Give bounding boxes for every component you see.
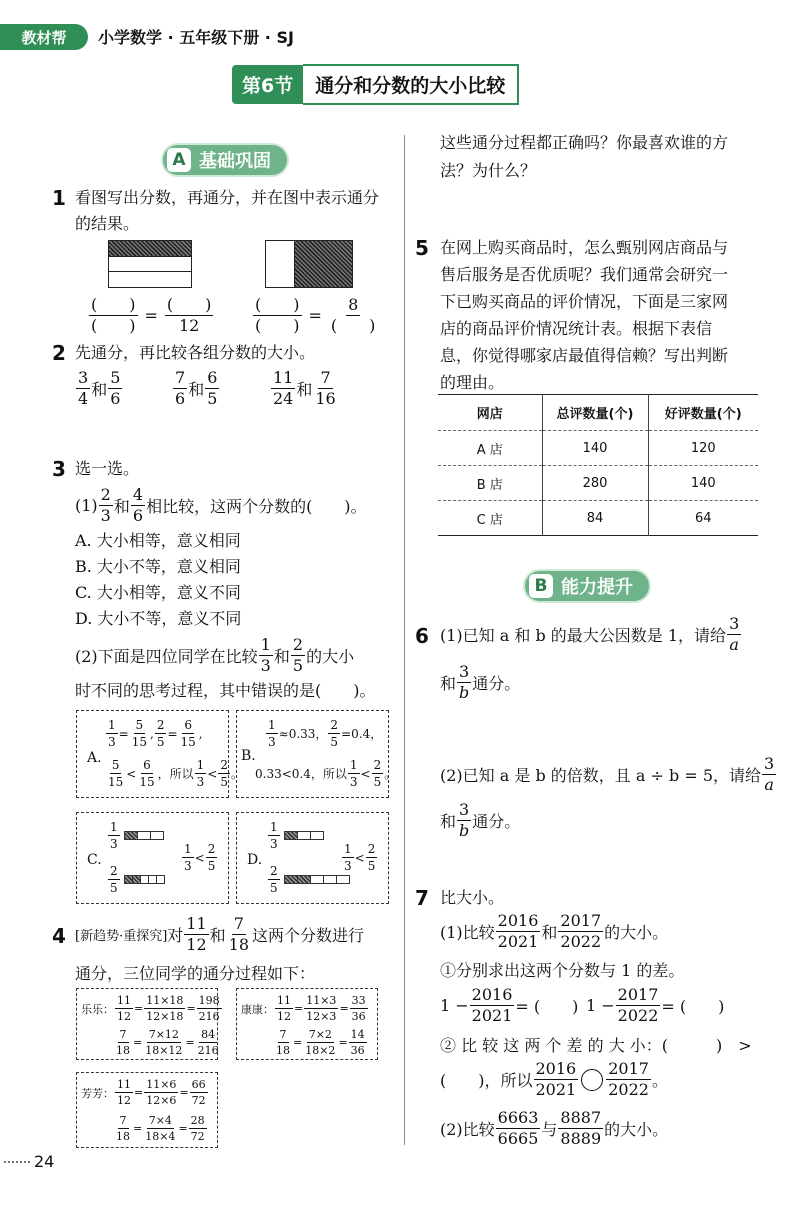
- q7-part1: (1)比较 $\frac{2016}{2021}$ 和 $\frac{2017}{2022}$ 的大小。: [440, 911, 669, 951]
- q3-option-b: B. 大小不等，意义相同: [75, 557, 241, 576]
- q3-box-c: C. $\frac{1}{3}$ $\frac{2}{5}$ $\frac{1}{3}$ < $\frac{2}{5}$: [76, 812, 229, 904]
- compare-circle[interactable]: [581, 1069, 603, 1091]
- q3-box-b: B. $\frac{1}{3}$ ≈0.33， $\frac{2}{5}$ =0.4， 0.33<0.4，所以 $\frac{1}{3}$ < $\frac{2}{5}$ 。: [236, 710, 389, 798]
- page-number: 24: [34, 1152, 55, 1171]
- part-b-banner: B 能力提升: [525, 571, 649, 601]
- footer-dots: [4, 1161, 30, 1163]
- q3-box-d: D. $\frac{1}{3}$ $\frac{2}{5}$ $\frac{1}{3}$ < $\frac{2}{5}$: [236, 812, 389, 904]
- q7-diff-1: 1 − $\frac{2016}{2021}$ = ( ): [440, 985, 579, 1025]
- q1-equation-2: $\frac{( )}{( )}$ = $\frac{8}{( )}$: [255, 295, 376, 335]
- q7-step1: ①分别求出这两个分数与 1 的差。: [440, 961, 685, 980]
- q5-line-4: 店的商品评价情况统计表。根据下表信: [440, 319, 713, 338]
- q2-text: 先通分，再比较各组分数的大小。: [75, 343, 316, 362]
- table-header: 好评数量(个): [648, 395, 758, 431]
- q4-box-lele: 乐乐： $\frac{11}{12}$ = $\frac{11\times 18}{12\times 18}$ = $\frac{198}{216}$ $\frac{7}{18}$ = $\frac{7\times 12}{18\times 12}$ = $\frac{84}{216}$: [76, 988, 218, 1060]
- section-label: 第6节: [232, 65, 303, 104]
- q5-line-2: 售后服务是否优质呢？我们通常会研究一: [440, 265, 729, 284]
- q5-line-5: 息，你觉得哪家店最值得信赖？写出判断: [440, 346, 729, 365]
- table-row: A 店 140 120: [438, 431, 758, 466]
- part-a-banner: A 基础巩固: [163, 145, 287, 175]
- q2-pair-3: $\frac{11}{24}$ 和 $\frac{7}{16}$: [273, 368, 336, 408]
- column-divider: [404, 135, 405, 1145]
- q7-diff-2: 1 − $\frac{2017}{2022}$ = ( ): [586, 985, 725, 1025]
- q7-title: 比大小。: [440, 888, 505, 907]
- q2-pair-1: $\frac{3}{4}$ 和 $\frac{5}{6}$: [78, 368, 121, 408]
- q3-box-a: A. $\frac{1}{3}$ = $\frac{5}{15}$ , $\frac{2}{5}$ = $\frac{6}{15}$ , $\frac{5}{15}$ < $\frac{6}{15}$ ，所以 $\frac{1}{3}$ < $\frac{2}{5}$ 。: [76, 710, 229, 798]
- q5-table: [438, 394, 758, 536]
- q7-part2: (2)比较 $\frac{6663}{6665}$ 与 $\frac{8887}{8889}$ 的大小。: [440, 1108, 669, 1148]
- table-header: 网店: [438, 395, 542, 431]
- q3-option-a: A. 大小相等，意义相同: [75, 531, 241, 550]
- q6-number: 6: [415, 624, 429, 648]
- q7-step2: ② 比 较 这 两 个 差 的 大 小：( ) >: [440, 1036, 752, 1055]
- table-header: 总评数量(个): [542, 395, 648, 431]
- q7-number: 7: [415, 886, 429, 910]
- header-title: 小学数学 · 五年级下册 · SJ: [98, 28, 294, 47]
- table-row: B 店 280 140: [438, 466, 758, 501]
- q1-text-2: 的结果。: [75, 214, 140, 233]
- q3-number: 3: [52, 457, 66, 481]
- q3-part2-line2: 时不同的思考过程，其中错误的是( )。: [75, 681, 376, 700]
- q6-part2: (2)已知 a 是 b 的倍数，且 a ÷ b = 5，请给 $\frac{3}{a}$: [440, 754, 775, 794]
- section-heading: 通分和分数的大小比较: [303, 64, 519, 105]
- q1-number: 1: [52, 186, 66, 210]
- q4-text-2: 通分，三位同学的通分过程如下：: [75, 964, 316, 983]
- q6-part1b: 和 $\frac{3}{b}$ 通分。: [440, 662, 521, 702]
- q5-line-6: 的理由。: [440, 373, 505, 392]
- q3-option-d: D. 大小不等，意义不同: [75, 609, 242, 628]
- q4-number: 4: [52, 924, 66, 948]
- q3-part2-line1: (2)下面是四位同学在比较 $\frac{1}{3}$ 和 $\frac{2}{5}$ 的大小: [75, 635, 355, 675]
- q4-continue-1: 这些通分过程都正确吗？你最喜欢谁的方: [440, 133, 729, 152]
- q3-part1: (1) $\frac{2}{3}$ 和 $\frac{4}{6}$ 相比较，这两个分数的( )。: [75, 485, 367, 525]
- q3-title: 选一选。: [75, 459, 140, 478]
- q4-box-fangfang: 芳芳： $\frac{11}{12}$ = $\frac{11\times 6}{12\times 6}$ = $\frac{66}{72}$ $\frac{7}{18}$ = $\frac{7\times 4}{18\times 4}$ = $\frac{28}{72}$: [76, 1072, 218, 1148]
- q6-part1: (1)已知 a 和 b 的最大公因数是 1，请给 $\frac{3}{a}$: [440, 614, 740, 654]
- q4-continue-2: 法？为什么？: [440, 161, 537, 180]
- q4-text-1: [新趋势·重探究] 对 $\frac{11}{12}$ 和 $\frac{7}{18}$ 这两个分数进行: [75, 914, 365, 954]
- section-title: [232, 66, 519, 102]
- q3-option-c: C. 大小相等，意义不同: [75, 583, 241, 602]
- q6-part2b: 和 $\frac{3}{b}$ 通分。: [440, 800, 521, 840]
- q1-equation-1: $\frac{( )}{( )}$ = $\frac{( )}{12}$: [91, 295, 212, 335]
- q1-figure-cols: [265, 240, 353, 288]
- q5-line-1: 在网上购买商品时，怎么甄别网店商品与: [440, 238, 729, 257]
- q4-box-kangkang: 康康： $\frac{11}{12}$ = $\frac{11\times 3}{12\times 3}$ = $\frac{33}{36}$ $\frac{7}{18}$ = $\frac{7\times 2}{18\times 2}$ = $\frac{14}{36}$: [236, 988, 378, 1060]
- q5-line-3: 下已购买商品的评价情况，下面是三家网: [440, 292, 729, 311]
- header-logo: 教材帮: [0, 24, 88, 50]
- q7-step2b: ( )，所以 $\frac{2016}{2021}$ $\frac{2017}{2022}$ 。: [440, 1059, 668, 1099]
- q1-text-1: 看图写出分数，再通分，并在图中表示通分: [75, 188, 380, 207]
- q2-number: 2: [52, 341, 66, 365]
- q1-figure-rows: [108, 240, 192, 288]
- q5-number: 5: [415, 236, 429, 260]
- q2-pair-2: $\frac{7}{6}$ 和 $\frac{6}{5}$: [175, 368, 218, 408]
- table-row: C 店 84 64: [438, 501, 758, 536]
